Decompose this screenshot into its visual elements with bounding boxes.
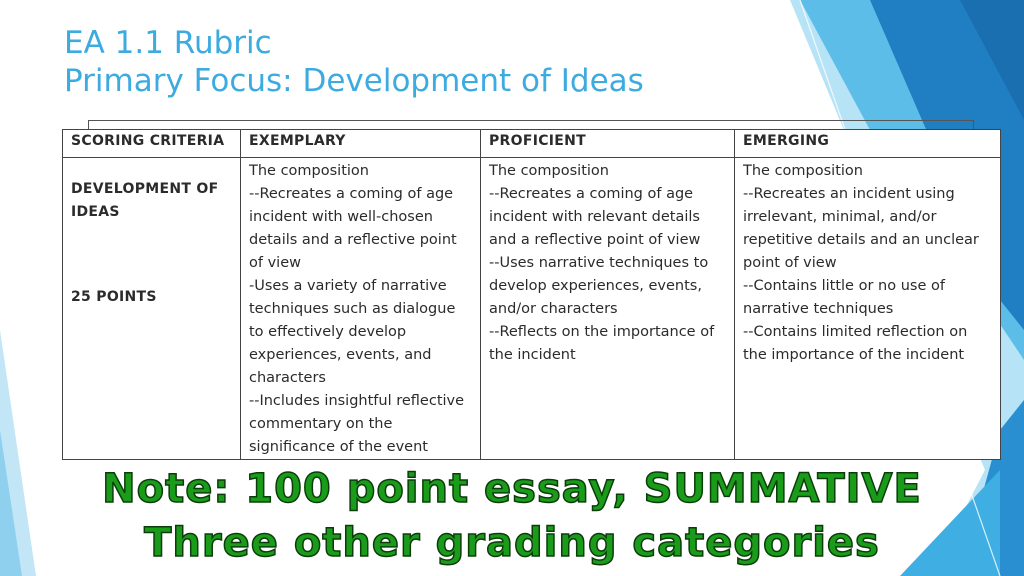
criterion-name: DEVELOPMENT OF IDEAS (71, 181, 219, 220)
exemplary-line: The composition (249, 163, 369, 179)
rubric-row-development (63, 158, 1001, 460)
rubric-header-row (63, 130, 1001, 158)
proficient-cell (481, 158, 735, 460)
emerging-line: --Contains limited reflection on the importance of the incident (743, 324, 968, 363)
header-proficient: PROFICIENT (481, 130, 735, 158)
emerging-line: --Recreates an incident using irrelevant, minimal, and/or repetitive details and an unclear point of view (743, 186, 979, 271)
criterion-points: 25 POINTS (71, 289, 157, 305)
header-scoring-criteria: SCORING CRITERIA (63, 130, 241, 158)
note-line-2: Three other grading categories (144, 520, 880, 566)
proficient-line: The composition (489, 163, 609, 179)
exemplary-line: --Includes insightful reflective commentary on the significance of the event (249, 393, 465, 455)
slide-title (64, 24, 644, 100)
summative-note (0, 462, 1024, 570)
emerging-line: The composition (743, 163, 863, 179)
exemplary-cell (241, 158, 481, 460)
note-line-1: Note: 100 point essay, SUMMATIVE (102, 466, 922, 512)
proficient-line: --Uses narrative techniques to develop experiences, events, and/or characters (489, 255, 709, 317)
header-emerging: EMERGING (735, 130, 1001, 158)
exemplary-line: --Recreates a coming of age incident with well-chosen details and a reflective point of view (249, 186, 457, 271)
header-exemplary: EXEMPLARY (241, 130, 481, 158)
emerging-line: --Contains little or no use of narrative techniques (743, 278, 945, 317)
exemplary-line: -Uses a variety of narrative techniques such as dialogue to effectively develop experiences, events, and characters (249, 278, 456, 386)
criterion-cell (63, 158, 241, 460)
rubric-table (62, 129, 1001, 460)
emerging-cell (735, 158, 1001, 460)
proficient-line: --Reflects on the importance of the incident (489, 324, 715, 363)
proficient-line: --Recreates a coming of age incident with relevant details and a reflective point of view (489, 186, 701, 248)
title-line-2: Primary Focus: Development of Ideas (64, 63, 644, 99)
title-line-1: EA 1.1 Rubric (64, 25, 272, 61)
